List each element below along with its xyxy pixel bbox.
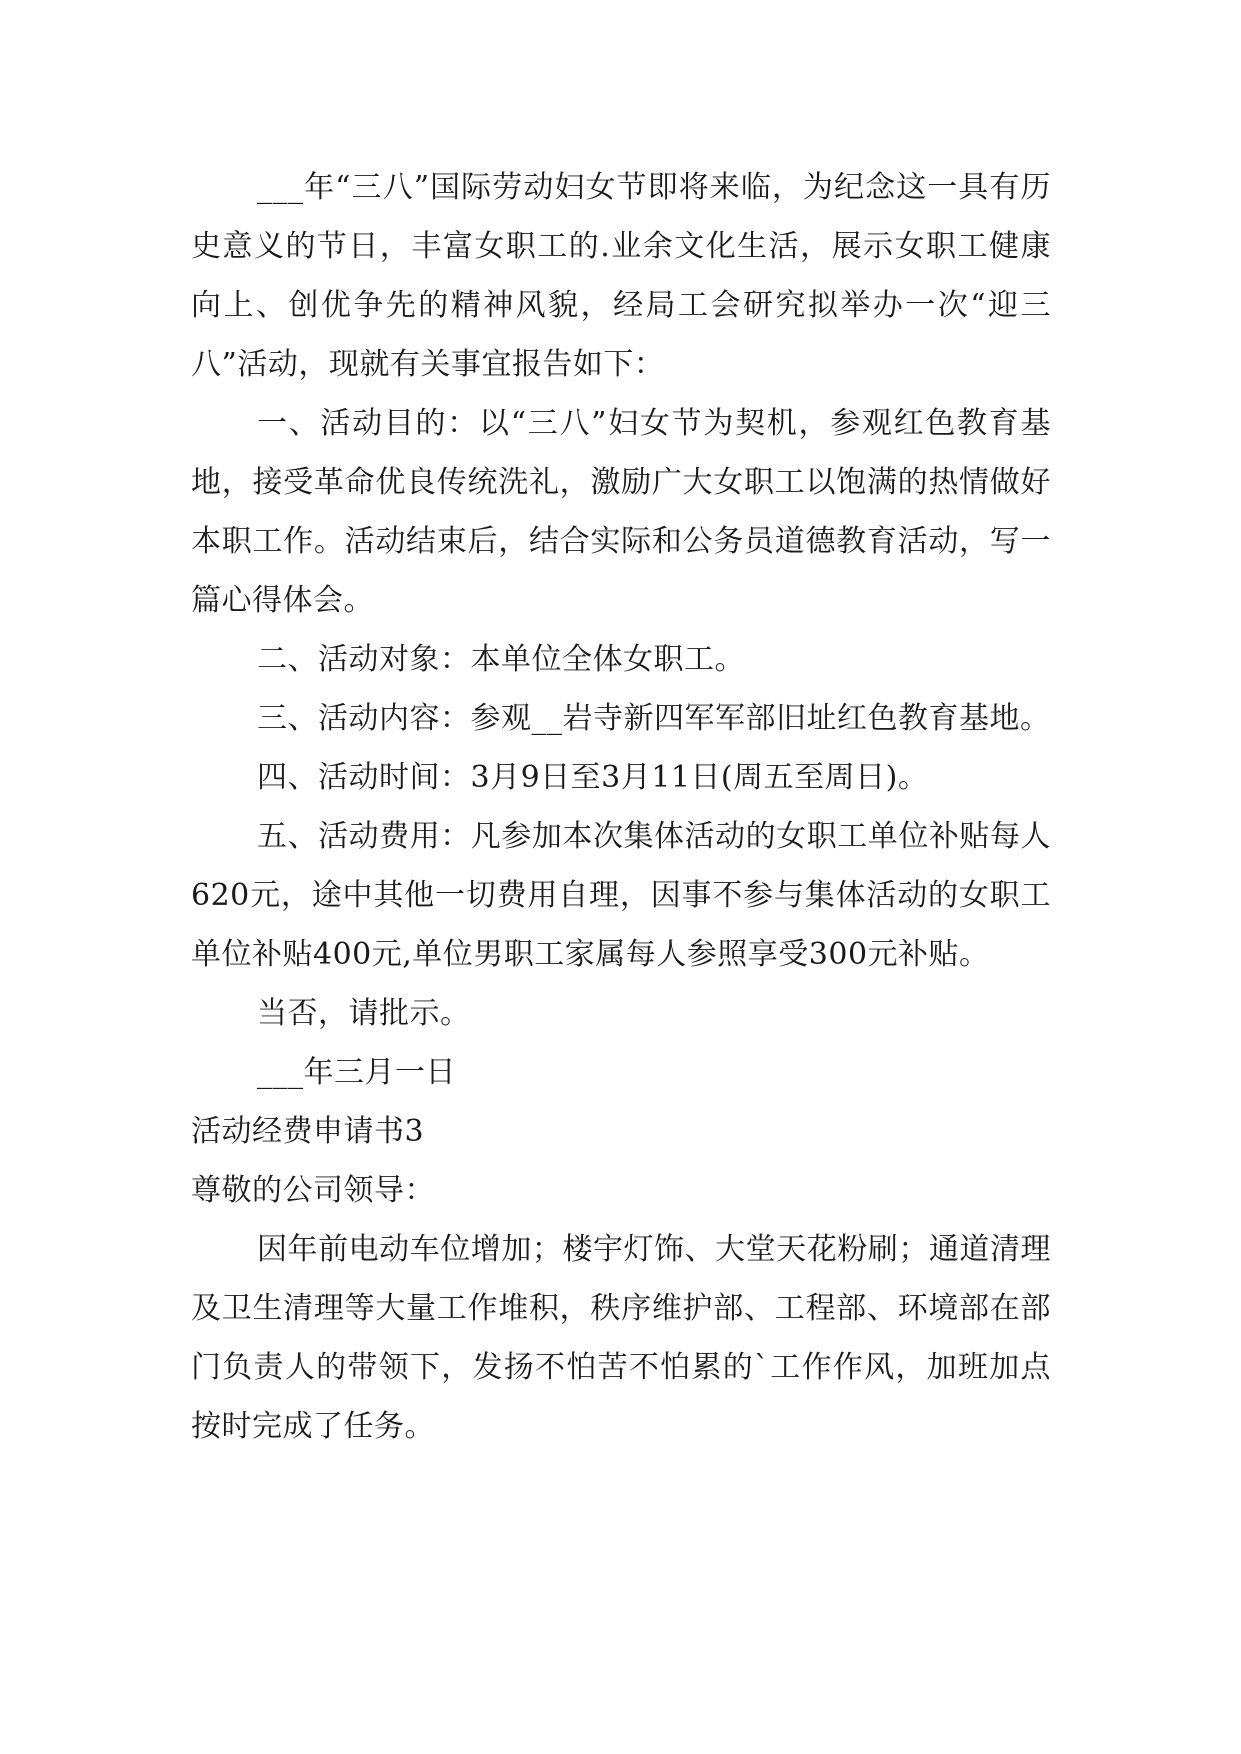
- paragraph-approval: 当否，请批示。: [257, 996, 471, 1031]
- paragraph-purpose: 一、活动目的：以“三八”妇女节为契机，参观红色教育基地，接受革命优良传统洗礼，激励广大女职工以饱满的热情做好本职工作。活动结束后，结合实际和公务员道德教育活动，写一篇心得体会。: [191, 406, 1051, 618]
- paragraph-body: 因年前电动车位增加；楼宇灯饰、大堂天花粉刷；通道清理及卫生清理等大量工作堆积，秩序维护部、工程部、环境部在部门负责人的带领下，发扬不怕苦不怕累的`工作作风，加班加点按时完成了任务。: [191, 1232, 1051, 1444]
- paragraph-time: 四、活动时间：3月9日至3月11日(周五至周日)。: [257, 760, 929, 795]
- section-heading: 活动经费申请书3: [191, 1114, 425, 1149]
- salutation: 尊敬的公司领导：: [191, 1173, 435, 1208]
- paragraph-content: 三、活动内容：参观__岩寺新四军军部旧址红色教育基地。: [257, 701, 1051, 736]
- paragraph-cost: 五、活动费用：凡参加本次集体活动的女职工单位补贴每人620元，途中其他一切费用自理，因事不参与集体活动的女职工单位补贴400元,单位男职工家属每人参照享受300元补贴。: [191, 819, 1051, 972]
- paragraph-date: ___年三月一日: [257, 1055, 456, 1090]
- paragraph-target: 二、活动对象：本单位全体女职工。: [257, 642, 745, 677]
- paragraph-intro: ___年“三八”国际劳动妇女节即将来临，为纪念这一具有历史意义的节日，丰富女职工的.业余文化生活，展示女职工健康向上、创优争先的精神风貌，经局工会研究拟举办一次“迎三八”活动，现就有关事宜报告如下：: [191, 170, 1051, 382]
- document-page: [191, 158, 1051, 1456]
